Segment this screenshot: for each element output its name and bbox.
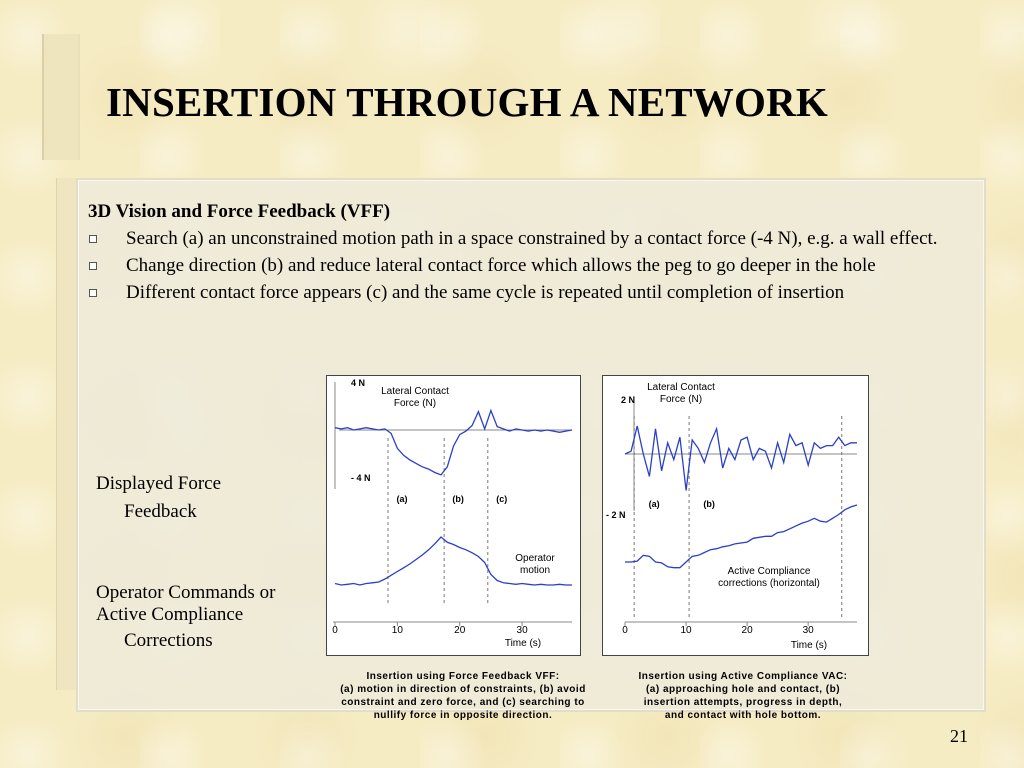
- vff-x-tick-label: 0: [332, 625, 338, 636]
- vff-marks: [332, 411, 572, 637]
- vac-xlabel: Time (s): [790, 640, 828, 651]
- vac-caption-line: Insertion using Active Compliance VAC:: [638, 671, 848, 682]
- vac-lower-series-line: [625, 505, 857, 568]
- vac-lower-label-line: corrections (horizontal): [718, 578, 820, 589]
- vff-event-label: (c): [496, 494, 508, 504]
- operator-commands-label-line: Operator Commands or: [96, 582, 276, 603]
- bullet-square-icon: [89, 262, 97, 270]
- vac-y-bottom-label: - 2 N: [606, 510, 626, 520]
- operator-commands-label: [96, 582, 275, 652]
- vac-caption: [612, 670, 874, 722]
- vff-chart: [326, 375, 581, 656]
- vac-caption-line: and contact with hole bottom.: [664, 710, 822, 721]
- vac-event-label: (b): [703, 499, 715, 509]
- vff-lower-label-line: Operator: [515, 553, 555, 564]
- bullet-item: [86, 228, 966, 250]
- vac-caption-line: insertion attempts, progress in depth,: [643, 697, 843, 708]
- vac-x-tick-label: 20: [741, 625, 753, 636]
- bullet-text: Change direction (b) and reduce lateral contact force which allows the peg to go deeper in the hole: [126, 255, 876, 276]
- bullet-square-icon: [89, 235, 97, 243]
- vac-y-top-label: 2 N: [621, 395, 636, 405]
- force-feedback-label: [96, 472, 221, 524]
- vff-x-tick-label: 20: [454, 625, 466, 636]
- vff-y-bottom-label: - 4 N: [351, 473, 371, 483]
- decorative-bar-left: [56, 178, 77, 690]
- vac-caption-line: (a) approaching hole and contact, (b): [645, 684, 841, 695]
- vff-caption-line: constraint and zero force, and (c) searching to: [341, 697, 585, 708]
- bullet-item: [86, 255, 966, 277]
- operator-commands-label-line: Corrections: [124, 630, 213, 651]
- vac-force-label-line: Lateral Contact: [647, 382, 715, 393]
- vff-event-label: (b): [452, 494, 464, 504]
- bullet-item: [86, 282, 966, 304]
- slide-title: INSERTION THROUGH A NETWORK: [106, 79, 828, 125]
- vff-force-series-line: [335, 411, 572, 475]
- vff-caption-line: Insertion using Force Feedback VFF:: [366, 671, 560, 682]
- vff-x-tick-label: 30: [516, 625, 528, 636]
- vac-lower-label-line: Active Compliance: [727, 566, 811, 577]
- vac-chart-svg: [603, 376, 868, 655]
- vac-x-tick-label: 0: [622, 625, 628, 636]
- intro-heading: 3D Vision and Force Feedback (VFF): [88, 201, 391, 222]
- vff-event-label: (a): [396, 494, 408, 504]
- vff-force-label-line: Force (N): [393, 398, 437, 409]
- vac-x-tick-label: 10: [680, 625, 692, 636]
- vac-event-label: (a): [648, 499, 660, 509]
- bullet-square-icon: [89, 289, 97, 297]
- page-number: 21: [950, 726, 968, 746]
- bullet-text: Search (a) an unconstrained motion path in a space constrained by a contact force (-4 N), e.g. a wall effect.: [126, 228, 938, 249]
- vac-chart: [602, 375, 869, 656]
- force-feedback-label-line: Feedback: [124, 501, 197, 522]
- force-feedback-label-line: Displayed Force: [96, 473, 222, 494]
- vff-caption: [316, 670, 610, 722]
- vac-x-tick-label: 30: [802, 625, 814, 636]
- vff-y-top-label: 4 N: [351, 378, 366, 388]
- vff-lower-label-line: motion: [519, 565, 551, 576]
- vff-force-label-line: Lateral Contact: [381, 386, 449, 397]
- vff-x-tick-label: 10: [391, 625, 403, 636]
- vac-force-label-line: Force (N): [659, 394, 703, 405]
- vff-chart-svg: [327, 376, 580, 655]
- vac-force-series-line: [625, 426, 857, 490]
- bullet-list: [86, 228, 966, 309]
- vac-marks: [622, 416, 857, 636]
- vff-xlabel: Time (s): [504, 638, 542, 649]
- vff-caption-line: nullify force in opposite direction.: [373, 710, 553, 721]
- bullet-text: Different contact force appears (c) and the same cycle is repeated until completion of insertion: [126, 282, 845, 303]
- operator-commands-label-line: Active Compliance: [96, 604, 244, 625]
- vff-caption-line: (a) motion in direction of constraints, (b) avoid: [340, 684, 586, 695]
- decorative-bar-top: [42, 34, 80, 160]
